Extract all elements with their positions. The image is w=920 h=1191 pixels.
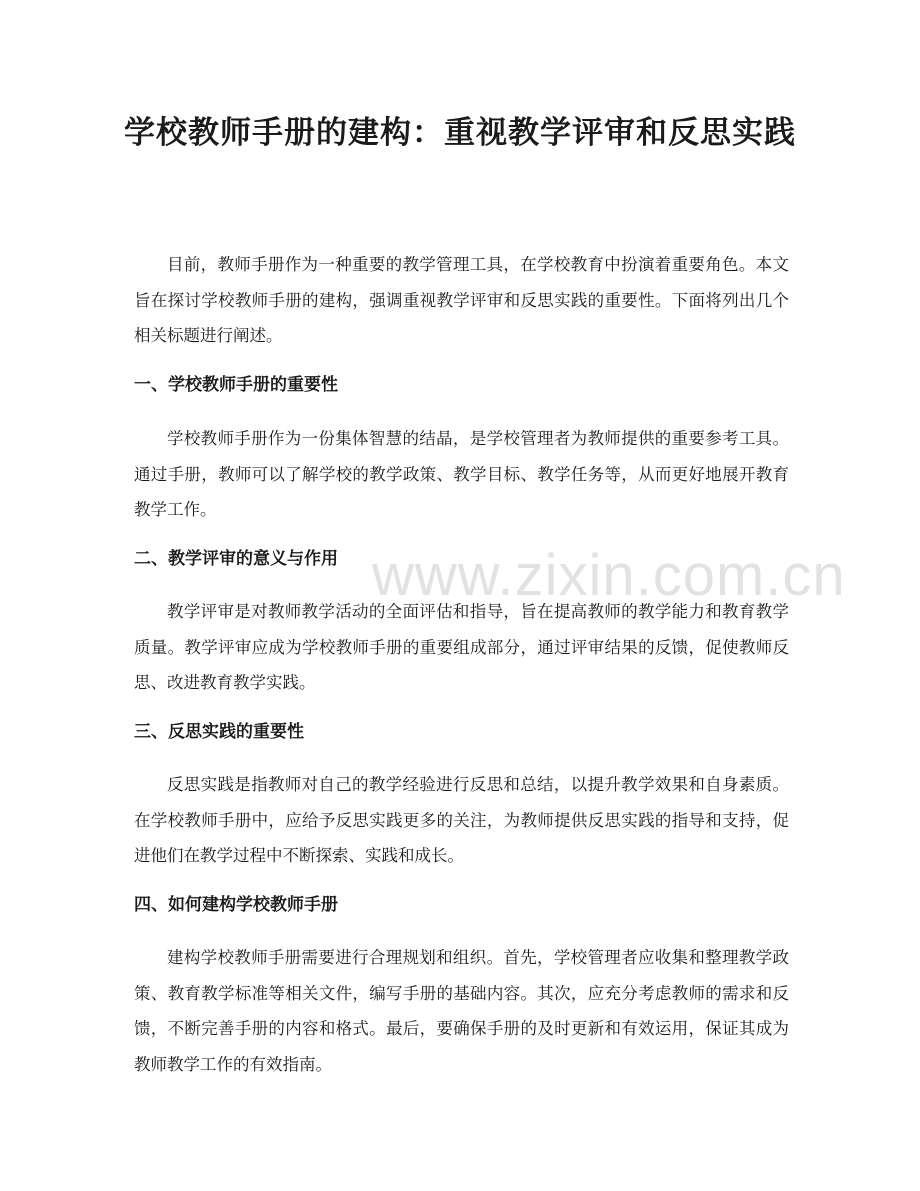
document-title: 学校教师手册的建构：重视教学评审和反思实践 — [124, 115, 796, 151]
intro-paragraph: 目前，教师手册作为一种重要的教学管理工具，在学校教育中扮演着重要角色。本文旨在探讨学校教师手册的建构，强调重视教学评审和反思实践的重要性。下面将列出几个相关标题进行阐述。 — [134, 255, 789, 345]
watermark: www.zixin.com.cn — [372, 543, 846, 608]
section-heading-3: 三、反思实践的重要性 — [134, 722, 304, 742]
section-paragraph-4: 建构学校教师手册需要进行合理规划和组织。首先，学校管理者应收集和整理教学政策、教育教学标准等相关文件，编写手册的基础内容。其次，应充分考虑教师的需求和反馈，不断完善手册的内容和格式。最后，要确保手册的及时更新和有效运用，保证其成为教师教学工作的有效指南。 — [134, 948, 789, 1074]
section-paragraph-3: 反思实践是指教师对自己的教学经验进行反思和总结，以提升教学效果和自身素质。在学校教师手册中，应给予反思实践更多的关注，为教师提供反思实践的指导和支持，促进他们在教学过程中不断探索、实践和成长。 — [134, 775, 789, 865]
section-heading-2: 二、教学评审的意义与作用 — [134, 549, 338, 569]
section-paragraph-1: 学校教师手册作为一份集体智慧的结晶，是学校管理者为教师提供的重要参考工具。通过手册，教师可以了解学校的教学政策、教学目标、教学任务等，从而更好地展开教育教学工作。 — [134, 429, 789, 519]
section-paragraph-2: 教学评审是对教师教学活动的全面评估和指导，旨在提高教师的教学能力和教育教学质量。教学评审应成为学校教师手册的重要组成部分，通过评审结果的反馈，促使教师反思、改进教育教学实践。 — [134, 602, 789, 692]
section-heading-4: 四、如何建构学校教师手册 — [134, 895, 338, 915]
section-heading-1: 一、学校教师手册的重要性 — [134, 375, 338, 395]
